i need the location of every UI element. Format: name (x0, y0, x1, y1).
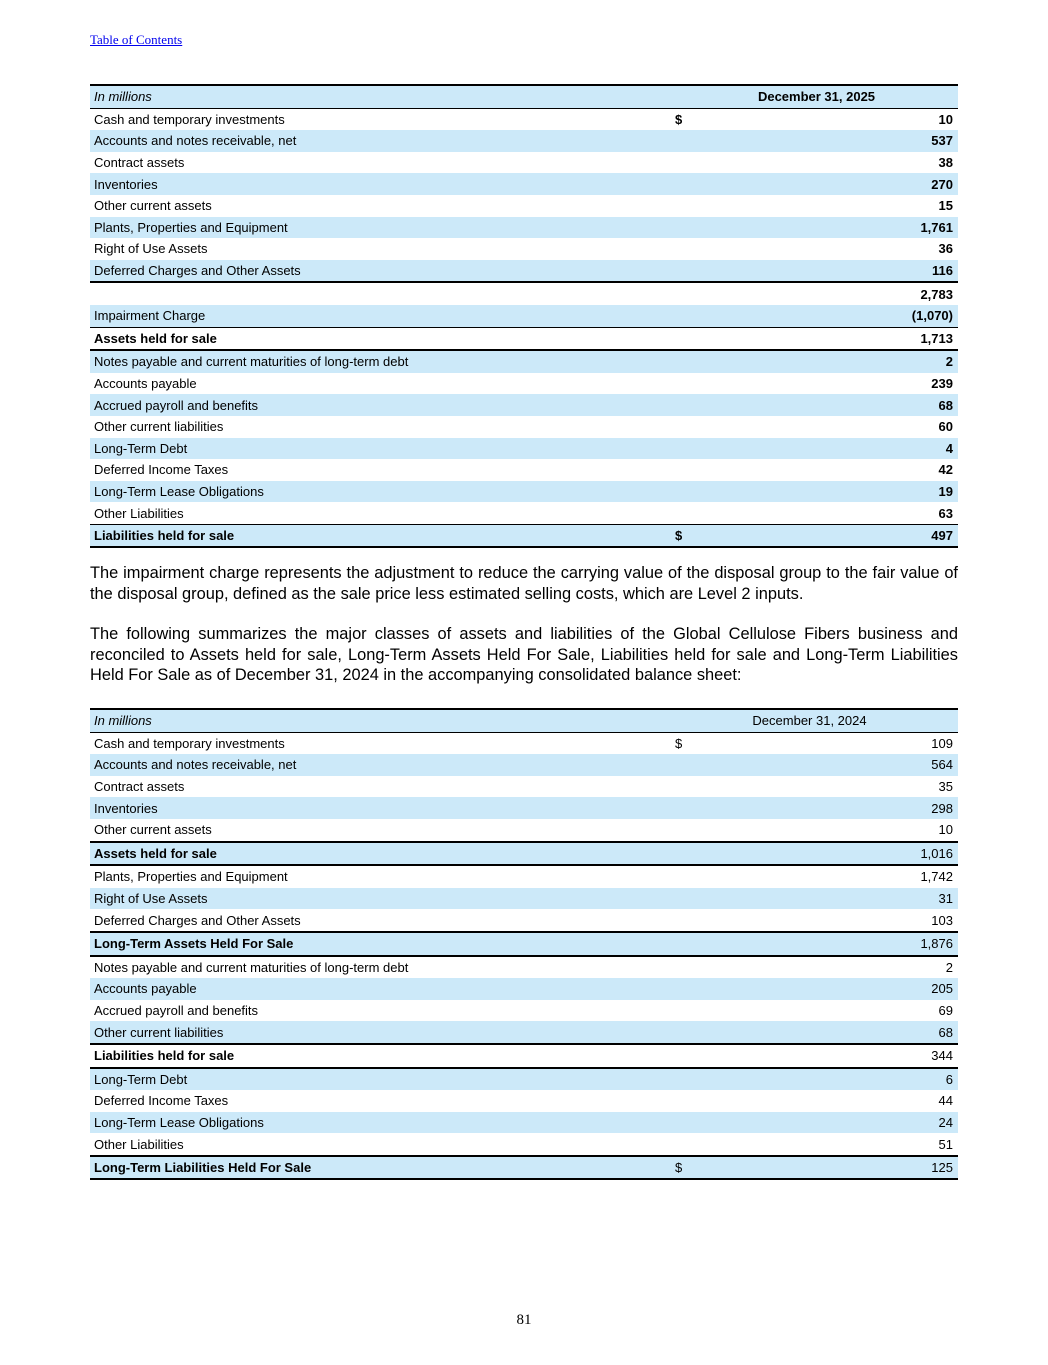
row-value: 63 (938, 505, 953, 521)
row-value: 35 (938, 779, 953, 795)
currency-symbol (675, 459, 799, 481)
row-label: Plants, Properties and Equipment (90, 217, 675, 239)
row-label: Contract assets (94, 155, 185, 171)
row-label: Liabilities held for sale (90, 1044, 661, 1068)
currency-symbol (675, 438, 799, 460)
row-value: 2 (945, 959, 953, 975)
currency-symbol (661, 888, 799, 910)
row-value: 205 (799, 978, 958, 1000)
row-label: Other Liabilities (94, 505, 184, 521)
row-label: Right of Use Assets (90, 888, 661, 910)
currency-symbol: $ (675, 524, 799, 547)
assets-liabilities-table-2024 (90, 708, 958, 1180)
total-row (90, 1044, 958, 1068)
row-label: Deferred Income Taxes (94, 462, 229, 478)
table-row (90, 416, 958, 438)
table-row (90, 956, 958, 979)
currency-symbol (661, 797, 799, 819)
table-row (90, 1133, 958, 1156)
row-value: 24 (799, 1112, 958, 1134)
table-row (90, 373, 958, 395)
row-label: Other current assets (94, 198, 212, 214)
currency-symbol (661, 1021, 799, 1044)
currency-symbol (661, 1090, 799, 1112)
row-label: Deferred Income Taxes (94, 1093, 229, 1109)
assets-liabilities-table-2025 (90, 84, 958, 548)
currency-symbol (675, 416, 799, 438)
currency-symbol (661, 1044, 799, 1068)
currency-symbol (661, 1000, 799, 1022)
total-row (90, 842, 958, 866)
currency-symbol (661, 932, 799, 956)
currency-symbol (675, 394, 799, 416)
table-row (90, 1090, 958, 1112)
unit-label: In millions (90, 709, 661, 732)
row-value: 31 (799, 888, 958, 910)
currency-symbol (661, 1112, 799, 1134)
table-row (90, 909, 958, 932)
currency-symbol (675, 373, 799, 395)
row-value: 1,876 (799, 932, 958, 956)
table-of-contents-link[interactable]: Table of Contents (90, 32, 183, 47)
currency-symbol (661, 754, 799, 776)
table-row (90, 1000, 958, 1022)
table-header-row (90, 709, 958, 732)
currency-symbol (661, 1068, 799, 1091)
row-label: Assets held for sale (90, 327, 675, 350)
currency-symbol (661, 909, 799, 932)
row-value: 270 (799, 173, 958, 195)
currency-symbol (675, 217, 799, 239)
column-header: December 31, 2025 (675, 85, 958, 108)
table-row (90, 108, 958, 130)
row-label: Long-Term Debt (90, 438, 675, 460)
total-row (90, 932, 958, 956)
row-value: 103 (799, 909, 958, 932)
currency-symbol (675, 238, 799, 260)
currency-symbol (661, 842, 799, 866)
currency-symbol (675, 152, 799, 174)
row-value: 68 (799, 394, 958, 416)
row-value: 1,016 (799, 842, 958, 866)
row-label: Cash and temporary investments (94, 111, 285, 127)
table-row (90, 502, 958, 524)
row-value: 51 (799, 1133, 958, 1156)
table-row (90, 776, 958, 798)
currency-symbol (675, 130, 799, 152)
row-label: Accounts payable (94, 376, 197, 392)
column-header: December 31, 2024 (661, 709, 958, 732)
row-label: Accrued payroll and benefits (94, 1003, 259, 1019)
currency-symbol (675, 195, 799, 217)
table-row (90, 754, 958, 776)
row-label: Accrued payroll and benefits (90, 394, 675, 416)
row-label: Accounts and notes receivable, net (90, 754, 661, 776)
currency-symbol (661, 819, 799, 842)
row-value: 44 (938, 1093, 953, 1109)
row-label: Deferred Charges and Other Assets (90, 909, 661, 932)
row-value: 68 (799, 1021, 958, 1044)
table-row (90, 819, 958, 842)
table-row (90, 1112, 958, 1134)
row-value: 116 (799, 260, 958, 283)
currency-symbol (661, 956, 799, 979)
table-row (90, 350, 958, 373)
row-value: 19 (799, 481, 958, 503)
row-value: 4 (799, 438, 958, 460)
table-row (90, 978, 958, 1000)
row-value: 109 (931, 735, 953, 751)
row-label: Other Liabilities (90, 1133, 661, 1156)
table-row (90, 173, 958, 195)
total-row (90, 524, 958, 547)
row-value: 36 (938, 241, 953, 257)
row-value: 42 (938, 462, 953, 478)
row-label (90, 282, 675, 305)
currency-symbol (661, 776, 799, 798)
row-value: 2 (799, 350, 958, 373)
row-label: Notes payable and current maturities of long-term debt (90, 350, 675, 373)
row-label: Accounts and notes receivable, net (90, 130, 675, 152)
row-label: Long-Term Lease Obligations (90, 481, 675, 503)
row-value: 239 (931, 376, 953, 392)
currency-symbol (675, 481, 799, 503)
impairment-paragraph: The impairment charge represents the adjustment to reduce the carrying value of the disposal group to the fair value of the disposal group, defined as the sale price less estimated selling costs, which are Level 2 inputs. (90, 564, 958, 603)
row-value: (1,070) (799, 305, 958, 327)
row-value: 10 (938, 111, 953, 127)
page-number: 81 (516, 1312, 532, 1328)
row-label: Assets held for sale (90, 842, 661, 866)
subtotal-row (90, 282, 958, 305)
total-row (90, 1156, 958, 1180)
currency-symbol (675, 260, 799, 283)
table-row (90, 732, 958, 754)
row-value: 10 (799, 819, 958, 842)
row-label: Impairment Charge (90, 305, 675, 327)
row-label: Inventories (90, 173, 675, 195)
row-label: Long-Term Debt (90, 1068, 661, 1091)
row-value: 6 (799, 1068, 958, 1091)
row-value: 1,761 (799, 217, 958, 239)
row-value: 1,713 (799, 327, 958, 350)
table-row (90, 195, 958, 217)
table-row (90, 394, 958, 416)
currency-symbol: $ (675, 111, 683, 127)
table-row (90, 888, 958, 910)
currency-symbol (675, 350, 799, 373)
row-value: 344 (799, 1044, 958, 1068)
table-row (90, 438, 958, 460)
row-value: 125 (799, 1156, 958, 1180)
summary-paragraph: The following summarizes the major classes of assets and liabilities of the Global Cellulose Fibers business and reconciled to Assets held for sale, Long-Term Assets Held For Sale, Liabilities held for sale and Long-Term Liabilities Held For Sale as of December 31, 2024 in the accompanying consolidated balance sheet: (90, 625, 958, 684)
row-label: Other current liabilities (94, 419, 224, 435)
row-value: 15 (938, 198, 953, 214)
table-row (90, 152, 958, 174)
table-header-row (90, 85, 958, 108)
row-label: Right of Use Assets (94, 241, 208, 257)
row-label: Inventories (90, 797, 661, 819)
currency-symbol (661, 865, 799, 888)
row-label: Liabilities held for sale (90, 524, 675, 547)
row-value: 60 (938, 419, 953, 435)
row-label: Contract assets (94, 779, 185, 795)
row-value: 2,783 (920, 286, 953, 302)
row-label: Long-Term Lease Obligations (90, 1112, 661, 1134)
row-label: Notes payable and current maturities of long-term debt (94, 959, 409, 975)
row-label: Other current assets (90, 819, 661, 842)
row-value: 1,742 (920, 869, 953, 885)
table-row (90, 305, 958, 327)
table-row (90, 865, 958, 888)
row-value: 38 (938, 155, 953, 171)
row-label: Plants, Properties and Equipment (94, 869, 288, 885)
table-row (90, 459, 958, 481)
row-value: 69 (938, 1003, 953, 1019)
row-value: 298 (799, 797, 958, 819)
currency-symbol (675, 173, 799, 195)
table-row (90, 238, 958, 260)
row-label: Other current liabilities (90, 1021, 661, 1044)
currency-symbol: $ (675, 735, 683, 751)
table-row (90, 130, 958, 152)
unit-label: In millions (90, 85, 675, 108)
row-label: Accounts payable (90, 978, 661, 1000)
row-label: Long-Term Assets Held For Sale (90, 932, 661, 956)
table-row (90, 217, 958, 239)
currency-symbol (675, 327, 799, 350)
table-row (90, 1068, 958, 1091)
total-row (90, 327, 958, 350)
row-value: 564 (799, 754, 958, 776)
currency-symbol: $ (661, 1156, 799, 1180)
currency-symbol (675, 282, 799, 305)
table-row (90, 481, 958, 503)
currency-symbol (675, 502, 799, 524)
table-row (90, 797, 958, 819)
row-label: Deferred Charges and Other Assets (90, 260, 675, 283)
table-row (90, 1021, 958, 1044)
currency-symbol (661, 978, 799, 1000)
row-label: Cash and temporary investments (94, 735, 285, 751)
row-label: Long-Term Liabilities Held For Sale (90, 1156, 661, 1180)
currency-symbol (675, 305, 799, 327)
row-value: 537 (799, 130, 958, 152)
currency-symbol (661, 1133, 799, 1156)
table-row (90, 260, 958, 283)
row-value: 497 (799, 524, 958, 547)
